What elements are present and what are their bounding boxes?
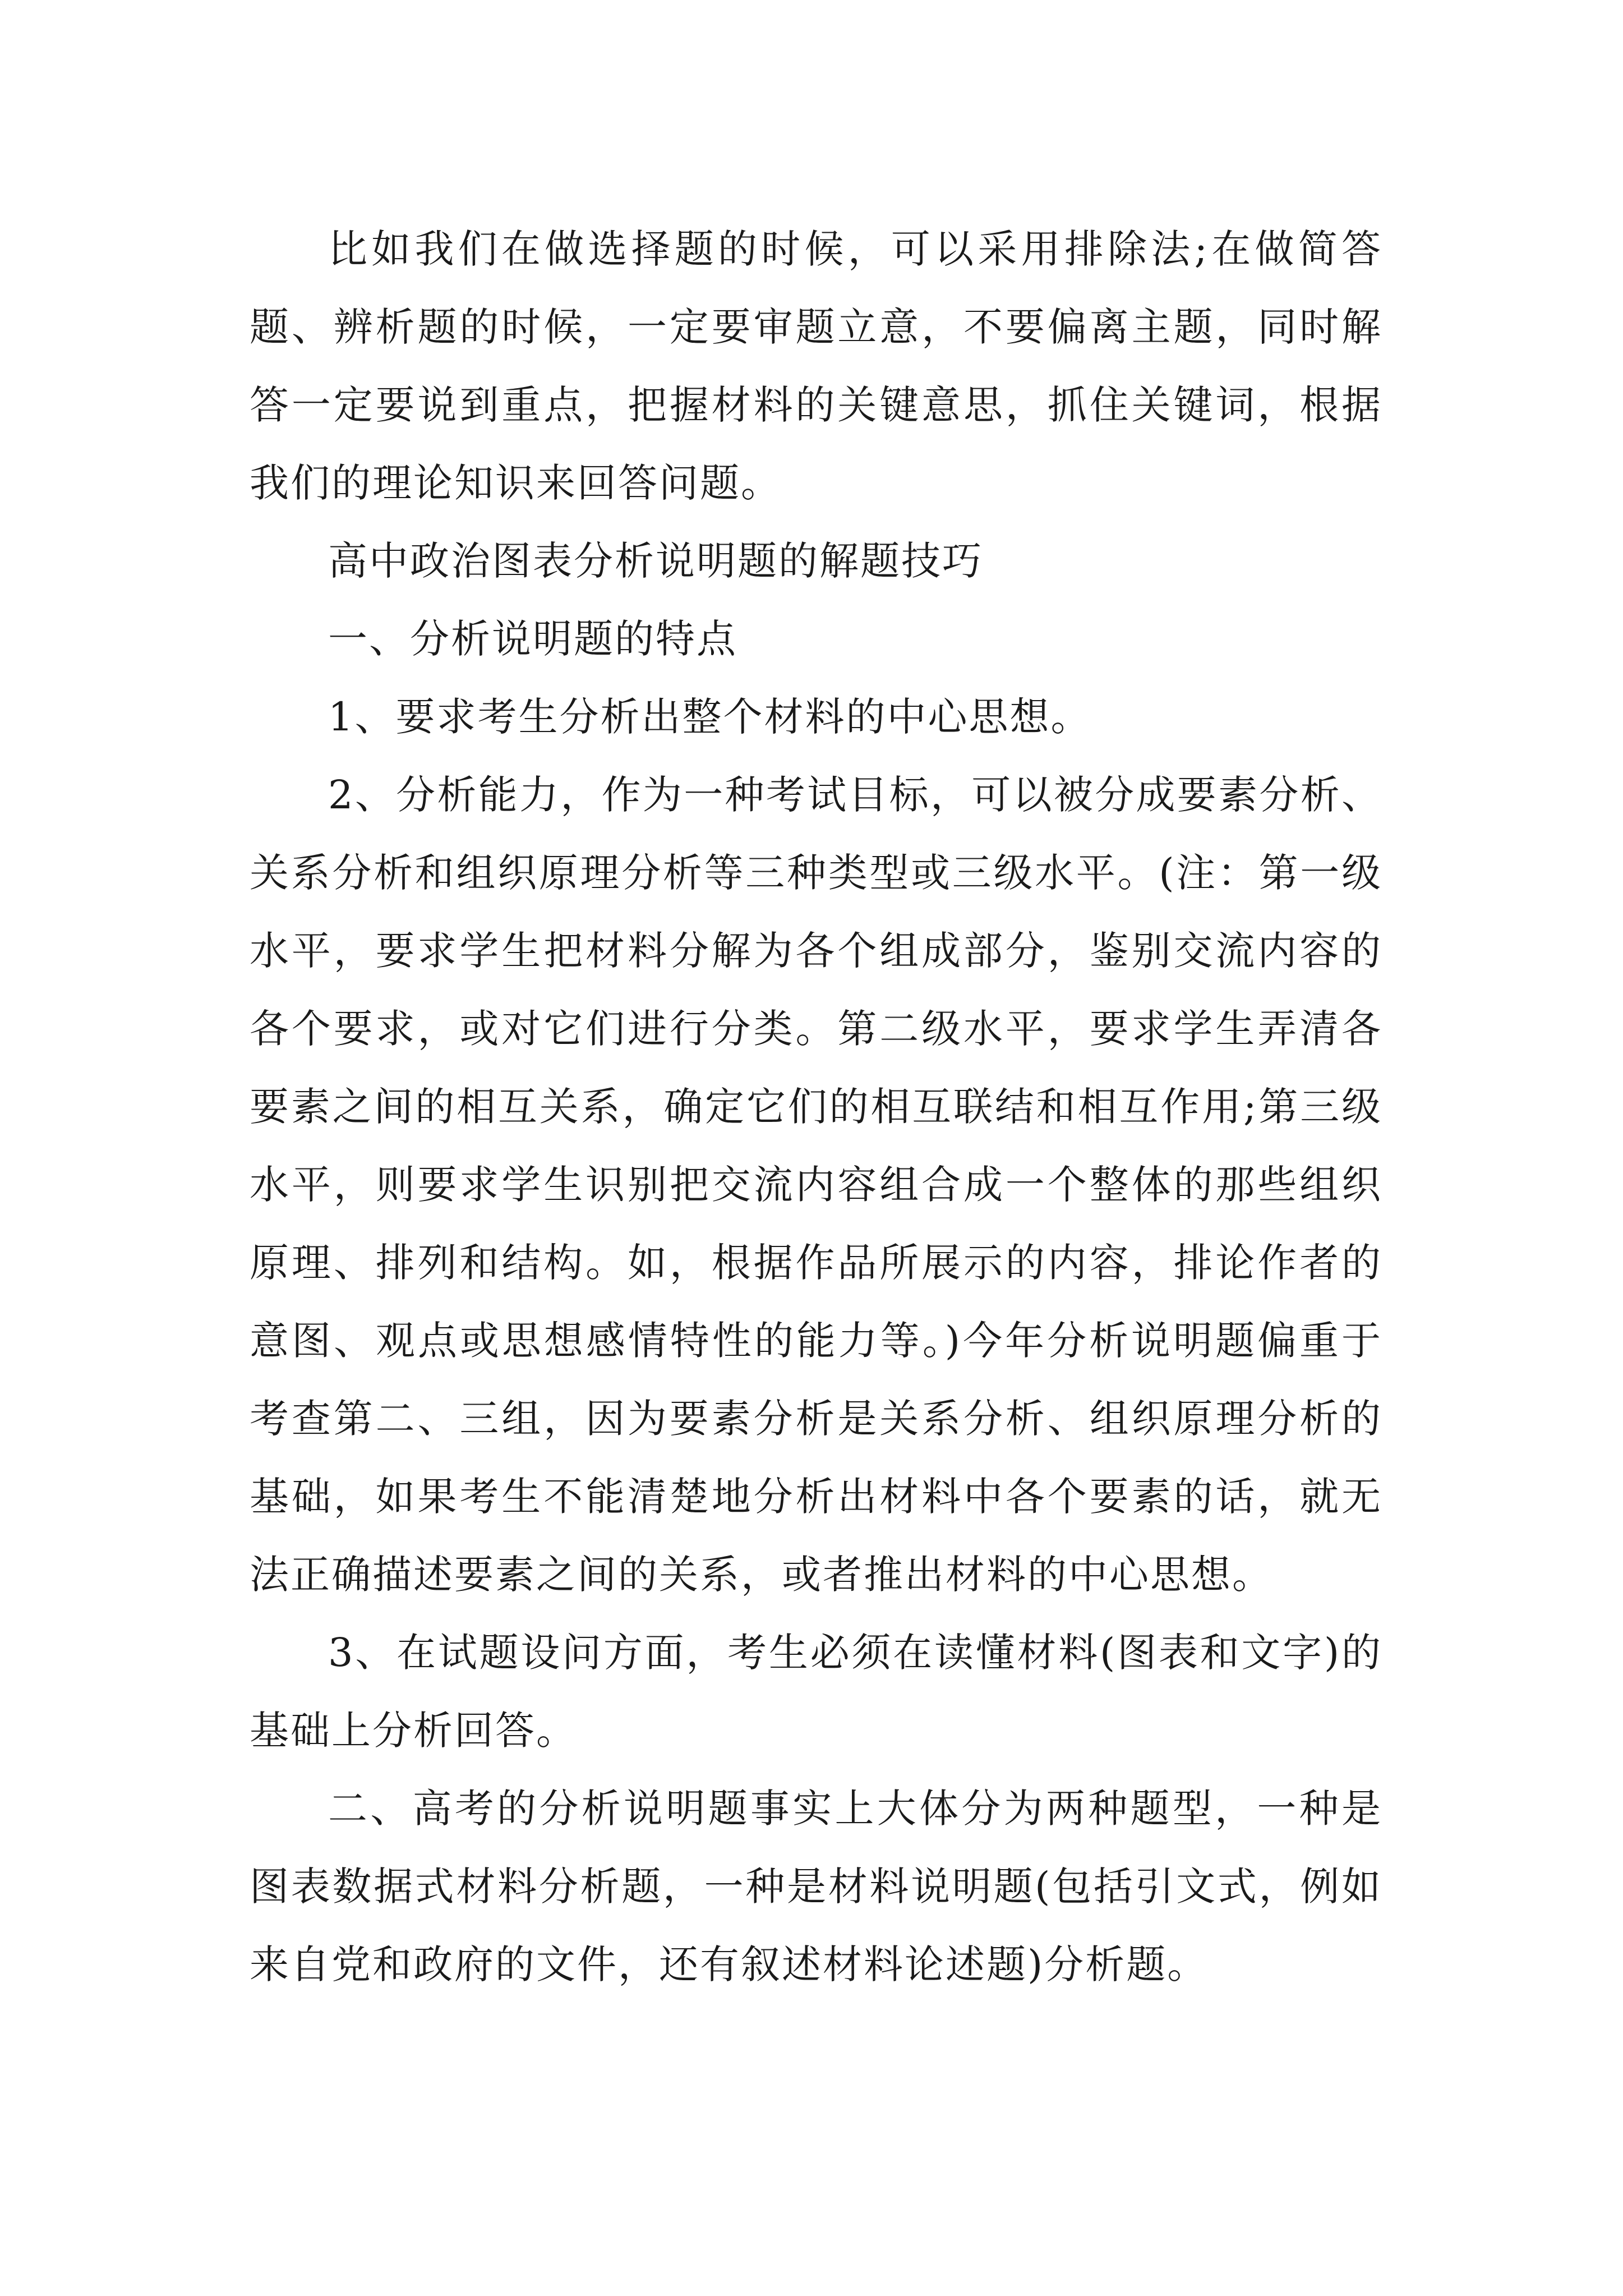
paragraph-answering-methods: 比如我们在做选择题的时候，可以采用排除法;在做简答题、辨析题的时候，一定要审题立意，不要偏离主题，同时解答一定要说到重点，把握材料的关键意思，抓住关键词，根据我们的理论知识来回答问题。 xyxy=(250,226,1382,506)
paragraph-question-types: 二、高考的分析说明题事实上大体分为两种题型，一种是图表数据式材料分析题，一种是材料说明题(包括引文式，例如来自党和政府的文件，还有叙述材料论述题)分析题。 xyxy=(250,1786,1382,1987)
section-title: 高中政治图表分析说明题的解题技巧 xyxy=(328,538,983,584)
document-body xyxy=(250,210,1382,2004)
paragraph-point-2: 2、分析能力，作为一种考试目标，可以被分成要素分析、关系分析和组织原理分析等三种类型或三级水平。(注：第一级水平，要求学生把材料分解为各个组成部分，鉴别交流内容的各个要求，或对它们进行分类。第二级水平，要求学生弄清各要素之间的相互关系，确定它们的相互联结和相互作用;第三级水平，则要求学生识别把交流内容组合成一个整体的那些组织原理、排列和结构。如，根据作品所展示的内容，排论作者的意图、观点或思想感情特性的能力等。)今年分析说明题偏重于考查第二、三组，因为要素分析是关系分析、组织原理分析的基础，如果考生不能清楚地分析出材料中各个要素的话，就无法正确描述要素之间的关系，或者推出材料的中心思想。 xyxy=(250,772,1382,1598)
paragraph-point-3: 3、在试题设问方面，考生必须在读懂材料(图表和文字)的基础上分析回答。 xyxy=(250,1630,1382,1754)
heading-features: 一、分析说明题的特点 xyxy=(328,616,737,662)
paragraph-point-1: 1、要求考生分析出整个材料的中心思想。 xyxy=(328,694,1092,740)
